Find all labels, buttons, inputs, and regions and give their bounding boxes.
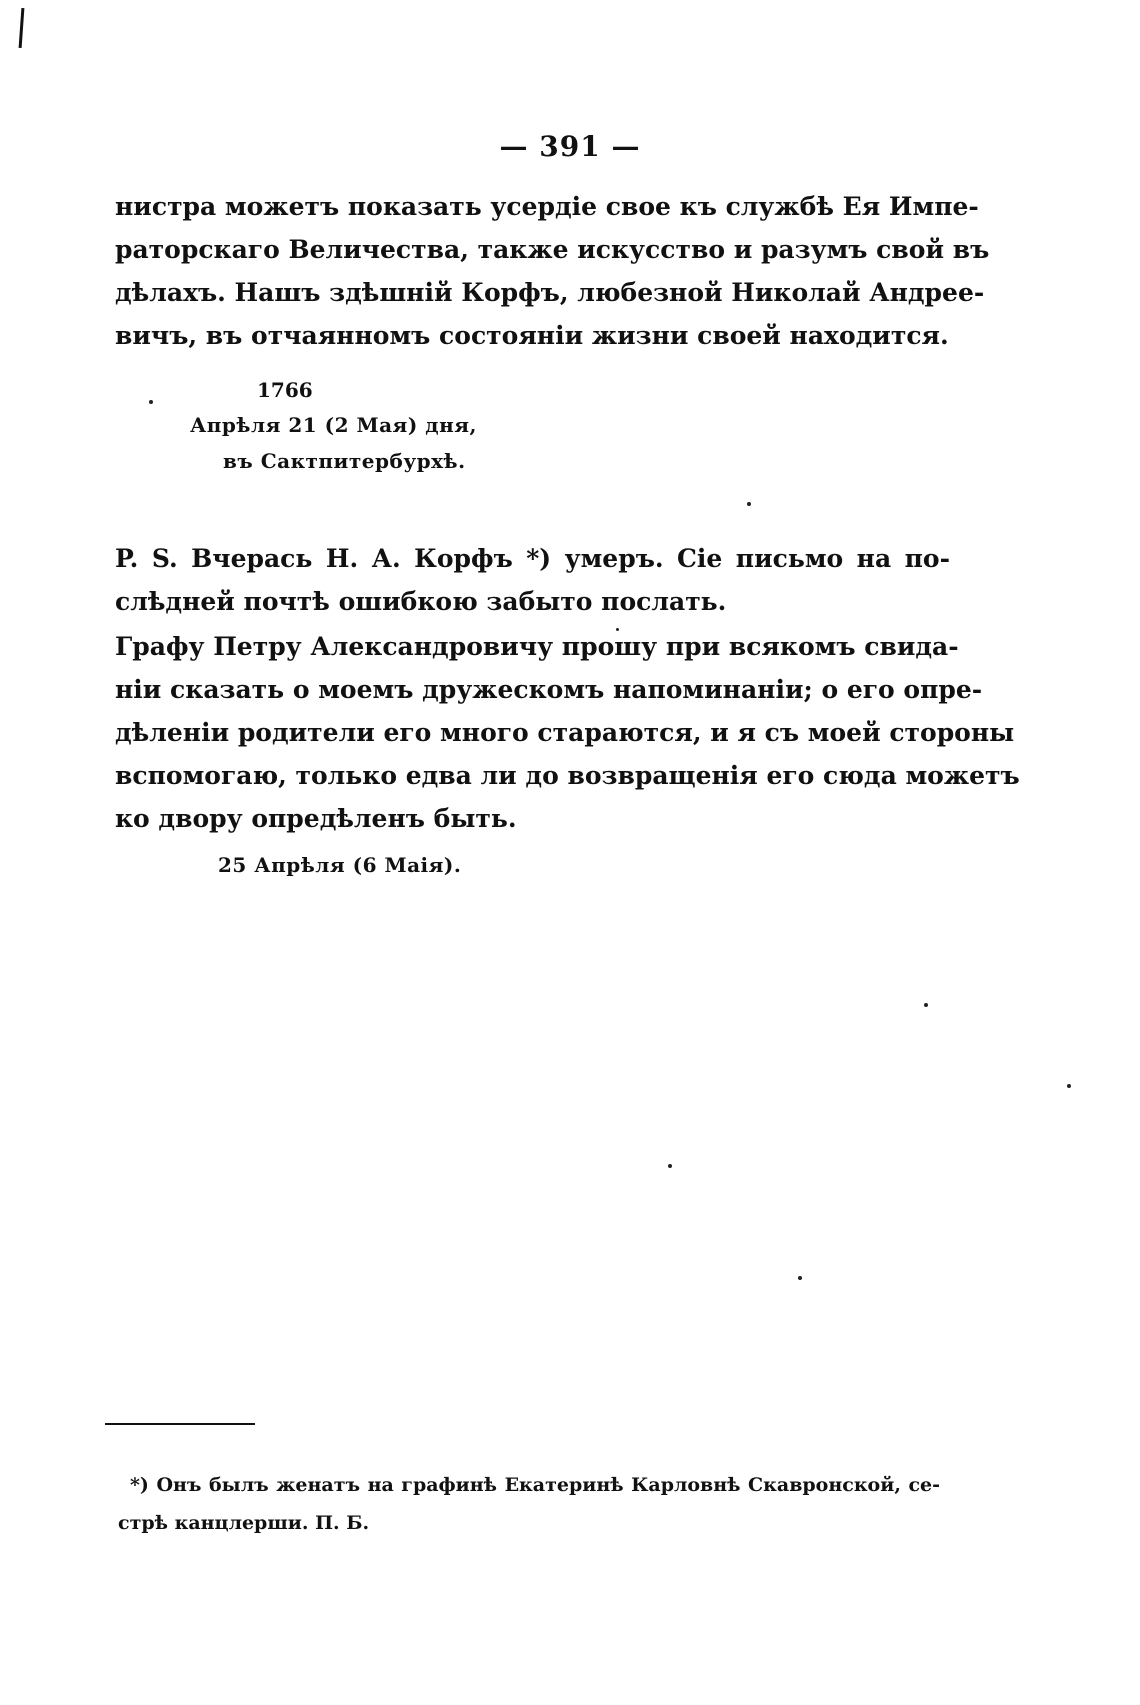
scan-speck [616,628,619,631]
scan-edge-mark [19,8,25,48]
footnote-line: *) Онъ былъ женатъ на графинѣ Екатеринѣ Карловнѣ Скавронской, се- [130,1474,940,1496]
postscript-paragraph [115,537,950,623]
signature-year: 1766 [257,378,313,402]
scan-speck [1067,1084,1071,1088]
text-line: вспомогаю, только едва ли до возвращенія его сюда можетъ [115,761,1020,790]
text-line: вичъ, въ отчаянномъ состояніи жизни своей находится. [115,321,949,350]
text-line: P. S. Вчерась Н. А. Корфъ *) умеръ. Сіе письмо на по- [115,544,950,573]
text-line: раторскаго Величества, также искусство и разумъ свой въ [115,235,990,264]
closing-date: 25 Апрѣля (6 Маія). [218,853,462,877]
scan-speck [149,400,153,404]
signature-date: Апрѣля 21 (2 Мая) дня, [190,413,477,437]
footnote [118,1466,940,1542]
scan-speck [924,1003,928,1007]
text-line: ко двору опредѣленъ быть. [115,804,517,833]
text-line: слѣдней почтѣ ошибкою забыто послать. [115,587,727,616]
text-line: дѣленіи родители его много стараются, и я съ моей стороны [115,718,1015,747]
page-number: — 391 — [499,130,641,163]
text-line: дѣлахъ. Нашъ здѣшній Корфъ, любезной Николай Андрее- [115,278,985,307]
text-line: нистра можетъ показать усердіе свое къ службѣ Ея Импе- [115,192,979,221]
paragraph-continuation [115,185,990,357]
text-line: ніи сказать о моемъ дружескомъ напоминаніи; о его опре- [115,675,983,704]
signature-place: въ Сактпитербурхѣ. [223,449,466,473]
scan-speck [798,1276,802,1280]
text-line: Графу Петру Александровичу прошу при всякомъ свида- [115,632,959,661]
scan-speck [668,1164,672,1168]
body-paragraph [115,625,1020,840]
footnote-line: стрѣ канцлерши. П. Б. [118,1512,370,1534]
scan-speck [747,502,751,506]
footnote-divider [105,1423,255,1425]
